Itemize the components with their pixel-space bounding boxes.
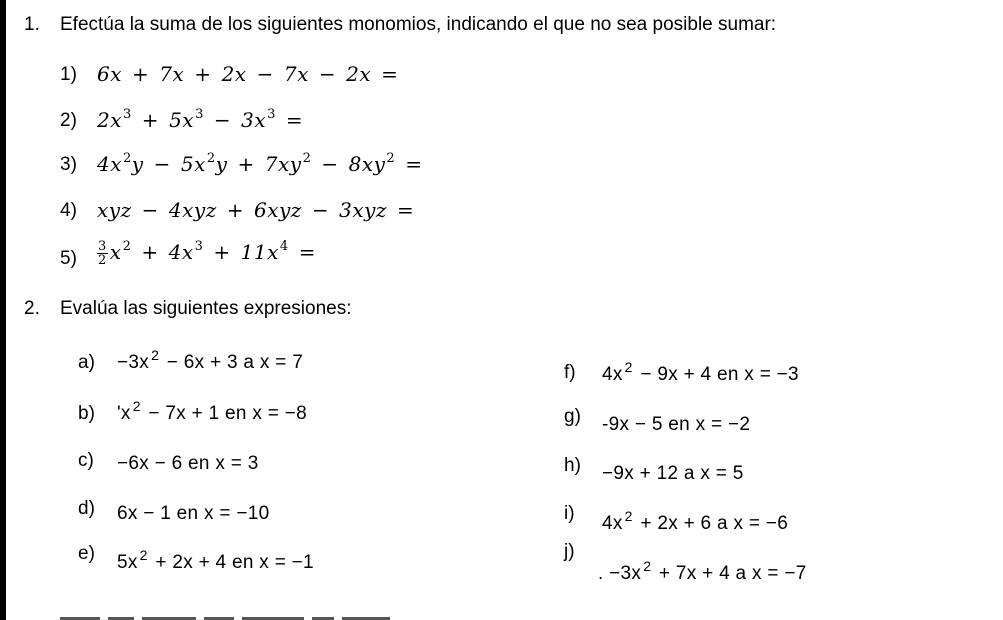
monomial-item-4-label: 4) [60, 200, 77, 221]
eval-expression-c: −6x − 6 en x = 3 [117, 453, 259, 474]
monomial-expression-4: xyz − 4xyz + 6xyz − 3xyz = [97, 198, 415, 222]
eval-expression-j: . −3x $^2$ + 7x + 4 a x = −7 [598, 558, 807, 584]
eval-expression-f: 4x $^2$ − 9x + 4 en x = −3 [602, 359, 799, 385]
monomial-expression-2: $2x^3 + 5x^3 - 3x^3$ = [97, 107, 304, 132]
fraction-three-halves: $\frac{3}{2}$ [98, 239, 107, 268]
eval-item-g-label: g) [564, 406, 581, 427]
eval-item-c-label: c) [78, 450, 94, 471]
section-1-heading [24, 14, 776, 36]
monomial-item-2-label: 2) [60, 110, 77, 131]
section-2-heading [24, 298, 352, 320]
eval-expression-i: 4x $^2$ + 2x + 6 a x = −6 [602, 508, 789, 534]
eval-item-d-label: d) [78, 498, 95, 519]
eval-expression-g: -9x − 5 en x = −2 [602, 414, 751, 435]
eval-expression-d: 6x − 1 en x = −10 [117, 503, 270, 524]
section-2-number: 2. [24, 298, 40, 319]
eval-item-b-label: b) [78, 403, 95, 424]
monomial-item-5-label: 5) [60, 248, 77, 269]
cut-off-next-line [60, 613, 420, 620]
monomial-expression-5: $\frac{3}{2}$ $x^2 + 4x^3 + 11x^4$ = [98, 239, 316, 268]
left-margin-bar [0, 0, 6, 620]
eval-item-i-label: i) [564, 503, 575, 524]
eval-expression-e: 5x $^2$ + 2x + 4 en x = −1 [117, 547, 314, 573]
eval-expression-h: −9x + 12 a x = 5 [602, 463, 744, 484]
monomial-item-1-label: 1) [60, 64, 77, 85]
eval-item-h-label: h) [564, 455, 581, 476]
monomial-item-3-label: 3) [60, 154, 77, 175]
monomial-expression-1: 6x + 7x + 2x − 7x − 2x = [97, 62, 399, 86]
eval-item-a-label: a) [78, 352, 95, 373]
eval-expression-b: 'x $^2$ − 7x + 1 en x = −8 [117, 398, 307, 424]
eval-item-j-label: j) [564, 541, 575, 562]
section-1-title: Efectúa la suma de los siguientes monomios, indicando el que no sea posible sumar: [60, 14, 777, 35]
eval-expression-a: −3x $^2$ − 6x + 3 a x = 7 [117, 347, 304, 373]
eval-item-e-label: e) [78, 543, 95, 564]
monomial-expression-3: $4x^2y - 5x^2y + 7xy^2 - 8xy^2$ = [97, 151, 423, 176]
section-2-title: Evalúa las siguientes expresiones: [60, 298, 352, 319]
eval-item-f-label: f) [564, 362, 576, 383]
section-1-number: 1. [24, 14, 40, 35]
